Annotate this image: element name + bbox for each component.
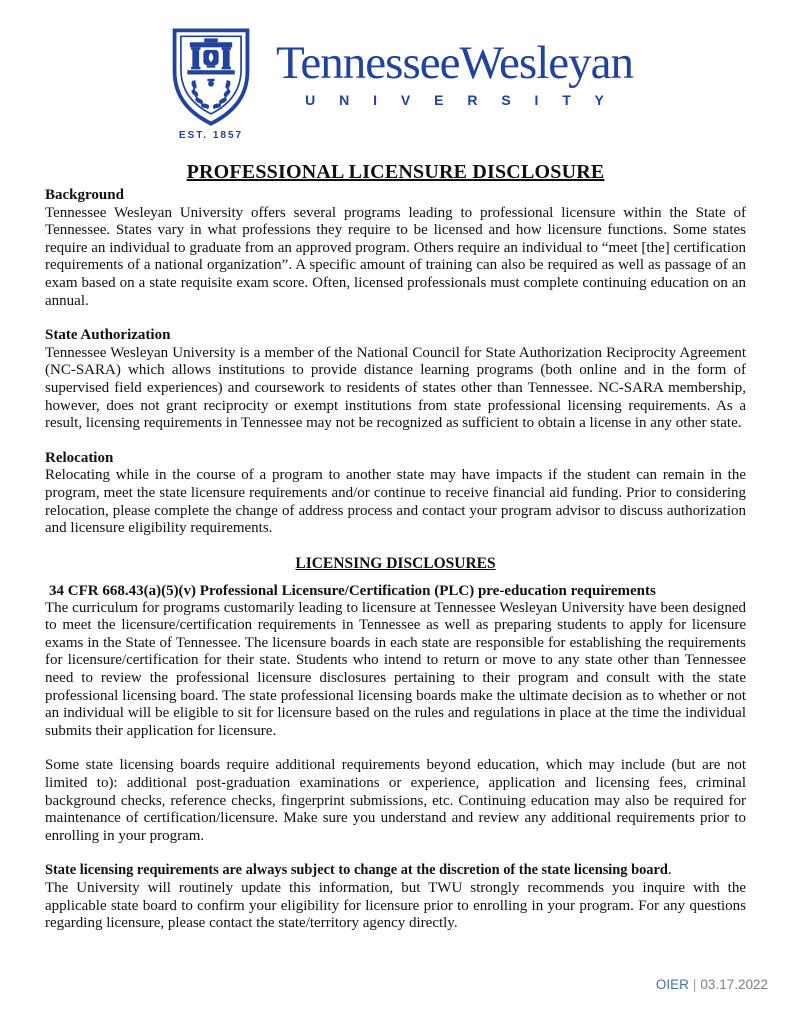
section-background [45,187,746,310]
additional-requirements-paragraph: Some state licensing boards require additional requirements beyond education, which may include (but are not limited to): additional post-graduation examinations or experience, application and licensing fees, criminal background checks, reference checks, fingerprint submissions, etc. Continuing education may also be required for maintenance of certification/licensure. Make sure you understand and review any additional requirements prior to enrolling in your program. [45,757,746,844]
document-title: PROFESSIONAL LICENSURE DISCLOSURE [186,161,605,183]
relocation-paragraph: Relocating while in the course of a program to another state may have impacts if the student can remain in the program, meet the state licensure requirements and/or continue to receive financial aid funding. Prior to considering relocation, please complete the change of address process and contact your program advisor to discuss authorization and licensure eligibility requirements. [45,467,746,537]
closing-paragraph: The University will routinely update this information, but TWU strongly recommends you inquire with the applicable state board to confirm your eligibility for licensure prior to enrolling in your program. For any questions regarding licensure, please contact the state/territory agency directly. [45,880,746,932]
section-state-authorization [45,327,746,433]
wordmark-column [276,27,633,108]
logo-wordmark: TennesseeWesleyan [276,37,633,89]
shield-column [158,27,264,141]
licensing-change-statement [45,862,746,880]
section-relocation [45,450,746,538]
plc-paragraph: The curriculum for programs customarily leading to licensure at Tennessee Wesleyan University have been designed to meet the licensure/certification requirements in Tennessee as well as preparing students to apply for licensure exams in the State of Tennessee. The licensure boards in each state are responsible for establishing the requirements for licensure/certification for their state. Students who intend to return or move to any state other than Tennessee need to review the professional licensure disclosures pertaining to their program and consult with the state professional licensing board. The state professional licensing boards make the ultimate decision as to whether or not an individual will be eligible to sit for licensure based on the rules and regulations in place at the time the individual submits their application for licensure. [45,599,746,739]
background-paragraph: Tennessee Wesleyan University offers several programs leading to professional licensure within the State of Tennessee. States vary in what professions they require to be licensed and how licensure functions. Some states require an individual to graduate from an approved program. Others require an individual to “meet [the] certification requirements of a national organization”. A specific amount of training can also be required as well as passage of an exam based on a state requisite exam score. Often, licensed professionals must complete continuing education on an annual. [45,204,746,309]
state-authorization-paragraph: Tennessee Wesleyan University is a member of the National Council for State Authorization Reciprocity Agreement (NC-SARA) which allows institutions to provide distance learning programs (both online and in the form of supervised field experiences) and coursework to residents of states other than Tennessee. NC-SARA membership, however, does not grant reciprocity or exempt institutions from state professional licensing requirements. As a result, licensing requirements in Tennessee may not be recognized as sufficient to obtain a license in any other state. [45,344,746,432]
footer-department: OIER [655,977,689,992]
university-logo [0,0,791,141]
relocation-heading: Relocation [45,449,114,466]
document-content [0,141,791,933]
licensing-disclosures-heading: LICENSING DISCLOSURES [295,554,496,572]
background-heading: Background [45,187,124,203]
logo-row [158,27,633,141]
footer-separator: | [692,977,697,992]
page-footer [656,977,768,992]
licensing-change-statement-period: . [667,862,672,879]
university-shield-icon [161,27,261,127]
logo-est-text: EST. 1857 [178,130,244,141]
logo-university-text: U N I V E R S I T Y [305,92,614,108]
cfr-requirements-heading: 34 CFR 668.43(a)(5)(v) Professional Licensure/Certification (PLC) pre-education requirements [49,582,656,599]
footer-date: 03.17.2022 [700,977,768,992]
licensing-change-statement-bold: State licensing requirements are always subject to change at the discretion of the state licensing board [45,862,668,879]
state-authorization-heading: State Authorization [45,327,171,344]
